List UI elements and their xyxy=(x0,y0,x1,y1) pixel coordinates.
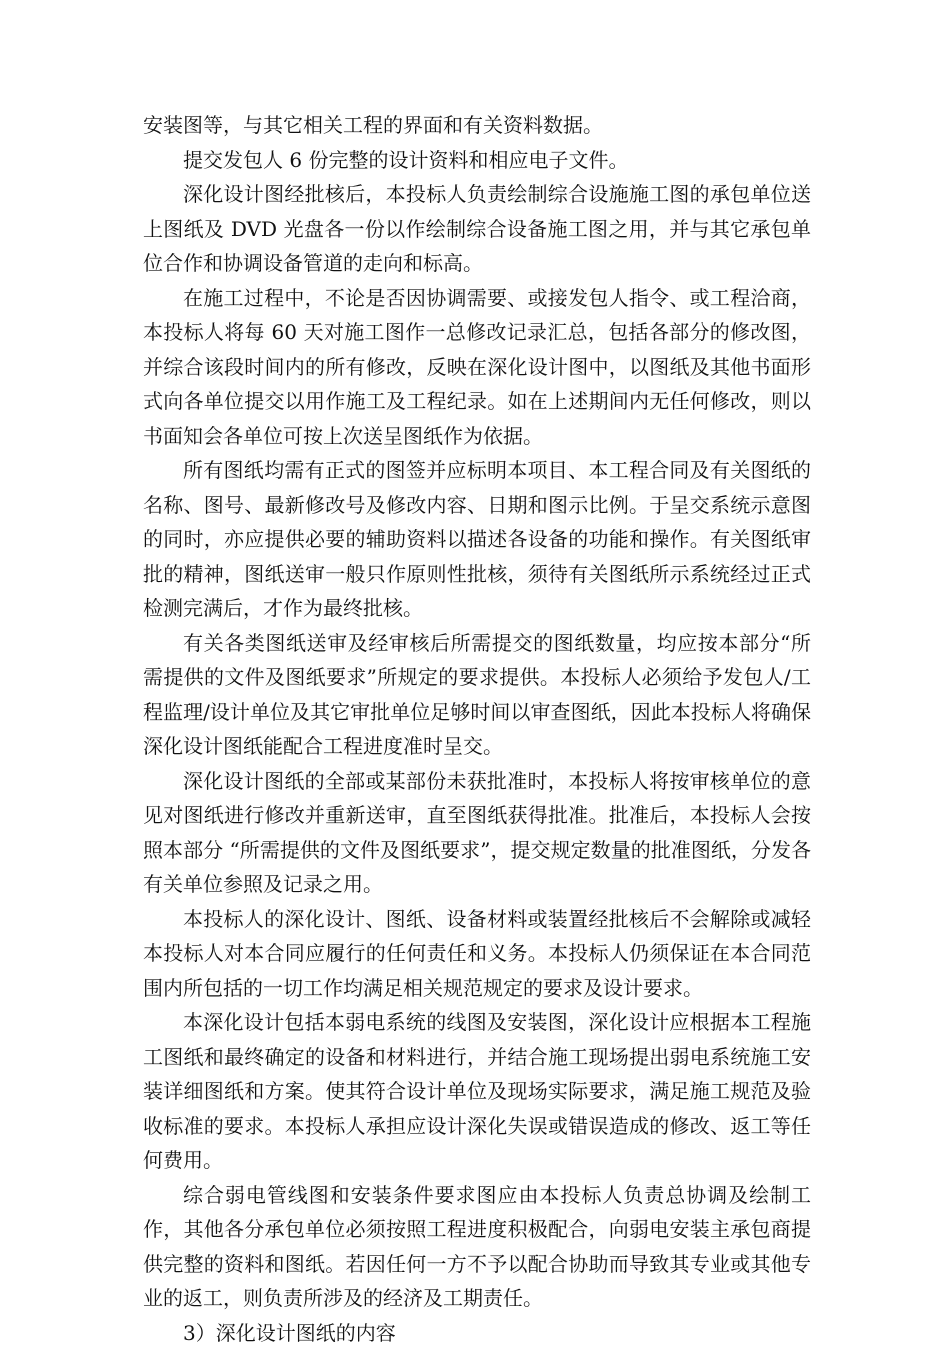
paragraph-deepening-scope: 本深化设计包括本弱电系统的线图及安装图，深化设计应根据本工程施工图纸和最终确定的设备和材料进行，并结合施工现场提出弱电系统施工安装详细图纸和方案。使其符合设计单位及现场实际要求，满足施工规范及验收标准的要求。本投标人承担应设计深化失误或错误造成的修改、返工等任何费用。 xyxy=(143,1005,811,1178)
paragraph-coordination: 综合弱电管线图和安装条件要求图应由本投标人负责总协调及绘制工作，其他各分承包单位必须按照工程进度积极配合，向弱电安装主承包商提供完整的资料和图纸。若因任何一方不予以配合协助而导致其专业或其他专业的返工，则负责所涉及的经济及工期责任。 xyxy=(143,1178,811,1316)
paragraph-approved-drawings: 深化设计图经批核后，本投标人负责绘制综合设施施工图的承包单位送上图纸及 DVD 光盘各一份以作绘制综合设备施工图之用，并与其它承包单位合作和协调设备管道的走向和标高。 xyxy=(143,177,811,281)
paragraph-responsibility: 本投标人的深化设计、图纸、设备材料或装置经批核后不会解除或减轻本投标人对本合同应履行的任何责任和义务。本投标人仍须保证在本合同范围内所包括的一切工作均满足相关规范规定的要求及设计要求。 xyxy=(143,902,811,1006)
paragraph-modification-records: 在施工过程中，不论是否因协调需要、或接发包人指令、或工程洽商，本投标人将每 60 天对施工图作一总修改记录汇总，包括各部分的修改图，并综合该段时间内的所有修改，反映在深化设计图中，以图纸及其他书面形式向各单位提交以用作施工及工程纪录。如在上述期间内无任何修改，则以书面知会各单位可按上次送呈图纸作为依据。 xyxy=(143,281,811,454)
paragraph-resubmission: 深化设计图纸的全部或某部份未获批准时，本投标人将按审核单位的意见对图纸进行修改并重新送审，直至图纸获得批准。批准后，本投标人会按照本部分 “所需提供的文件及图纸要求”，提交规定数量的批准图纸，分发各有关单位参照及记录之用。 xyxy=(143,764,811,902)
document-body xyxy=(143,108,811,1350)
paragraph-drawing-title-block: 所有图纸均需有正式的图签并应标明本项目、本工程合同及有关图纸的名称、图号、最新修改号及修改内容、日期和图示比例。于呈交系统示意图的同时，亦应提供必要的辅助资料以描述各设备的功能和操作。有关图纸审批的精神，图纸送审一般只作原则性批核，须待有关图纸所示系统经过正式检测完满后，才作为最终批核。 xyxy=(143,453,811,626)
paragraph-submit-design-data: 提交发包人 6 份完整的设计资料和相应电子文件。 xyxy=(143,143,811,178)
section-heading-drawing-content: 3）深化设计图纸的内容 xyxy=(143,1316,811,1350)
paragraph-continued: 安装图等，与其它相关工程的界面和有关资料数据。 xyxy=(143,108,811,143)
paragraph-drawing-quantity: 有关各类图纸送审及经审核后所需提交的图纸数量，均应按本部分“所需提供的文件及图纸要求”所规定的要求提供。本投标人必须给予发包人/工程监理/设计单位及其它审批单位足够时间以审查图纸，因此本投标人将确保深化设计图纸能配合工程进度准时呈交。 xyxy=(143,626,811,764)
